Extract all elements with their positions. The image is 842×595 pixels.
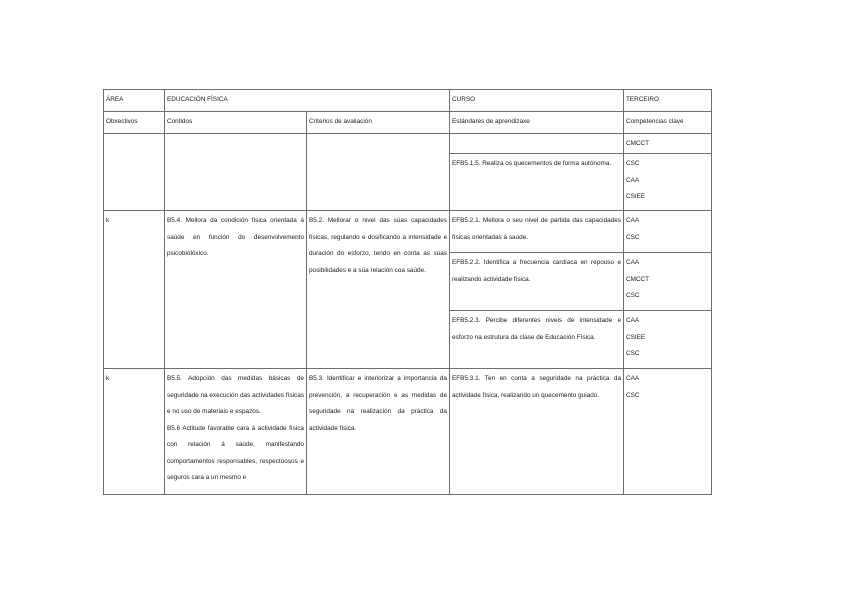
col-estandares: Estándares de aprendizaxe bbox=[450, 112, 624, 134]
table-row bbox=[104, 134, 712, 154]
header-row bbox=[104, 90, 712, 112]
column-header-row bbox=[104, 112, 712, 134]
col-criterios: Criterios de avaliación bbox=[307, 112, 450, 134]
criterio-cell: B5.3. Identificar e interiorizar a importancia da prevención, a recuperación e as medidas de seguridade na realización da práctica da actividade física. bbox=[307, 369, 450, 495]
contido-cell bbox=[165, 369, 307, 495]
estandar-cell: EFB5.1.5. Realiza os quecementos de forma autónoma. bbox=[450, 154, 624, 211]
col-competencias: Competencias clave bbox=[624, 112, 712, 134]
competencias-cell bbox=[624, 311, 712, 369]
competence-code: CSC bbox=[626, 160, 640, 167]
curso-value: TERCEIRO bbox=[624, 90, 712, 112]
contido-cell bbox=[165, 134, 307, 211]
area-value: EDUCACIÓN FÍSICA bbox=[165, 90, 450, 112]
objectivo-cell: k bbox=[104, 369, 165, 495]
estandar-cell bbox=[450, 134, 624, 154]
competence-code: CSIEE bbox=[626, 333, 646, 341]
competence-code: CMCCT bbox=[626, 275, 650, 283]
competence-code: CSC bbox=[626, 233, 640, 241]
competence-code: CSIEE bbox=[626, 193, 646, 200]
competence-code: CAA bbox=[626, 217, 640, 224]
estandar-cell: EFB5.2.1. Mellora o seu nivel de partida das capacidades físicas orientadas á saúde. bbox=[450, 211, 624, 253]
competencias-cell bbox=[624, 134, 712, 154]
competence-code: CSC bbox=[626, 350, 640, 357]
competence-code: CSC bbox=[626, 391, 640, 399]
table-row bbox=[104, 369, 712, 495]
curso-label: CURSO bbox=[450, 90, 624, 112]
contido-paragraph: B5.5. Adopción das medidas básicas de seguridade na execución das actividades físicas e no uso de materiais e espazos. bbox=[167, 375, 304, 415]
contido-cell: B5.4. Mellora da condición física orientada á saúde en función do desenvolvemento psicobiolóxico. bbox=[165, 211, 307, 369]
curriculum-table bbox=[103, 89, 712, 495]
competence-code: CAA bbox=[626, 176, 640, 184]
competencias-cell bbox=[624, 369, 712, 495]
criterio-cell bbox=[307, 134, 450, 211]
competencias-cell bbox=[624, 253, 712, 311]
contido-paragraph: B5.6 Actitude favorable cara á actividade física con relación á saúde, manifestando comportamentos responsables, respectuosos e seguros cara a un mesmo e bbox=[167, 424, 304, 481]
competence-code: CAA bbox=[626, 375, 640, 382]
col-contidos: Contidos bbox=[165, 112, 307, 134]
area-label: ÁREA bbox=[104, 90, 165, 112]
competencias-cell bbox=[624, 154, 712, 211]
col-objectivos: Obxectivos bbox=[104, 112, 165, 134]
competence-code: CAA bbox=[626, 259, 640, 266]
objectivo-cell: k bbox=[104, 211, 165, 369]
estandar-cell: EFB5.3.1. Ten en conta a seguridade na práctica da actividade física, realizando un quecemento guiado. bbox=[450, 369, 624, 495]
estandar-cell: EFB5.2.2. Identifica a frecuencia cardíaca en repouso e realizando actividade física. bbox=[450, 253, 624, 311]
estandar-cell: EFB5.2.3. Percibe diferentes niveis de intensidade e esforzo na estrutura da clase de Educación Física. bbox=[450, 311, 624, 369]
criterio-cell: B5.2. Mellorar o nivel das súas capacidades físicas, regulando e dosificando a intensidade e duración do esforzo, tendo en conta as súas posibilidades e a súa relación coa saúde. bbox=[307, 211, 450, 369]
table-row bbox=[104, 211, 712, 253]
competencias-cell bbox=[624, 211, 712, 253]
competence-code: CSC bbox=[626, 292, 640, 299]
competence-code: CMCCT bbox=[626, 140, 650, 147]
competence-code: CAA bbox=[626, 317, 640, 324]
objectivo-cell bbox=[104, 134, 165, 211]
